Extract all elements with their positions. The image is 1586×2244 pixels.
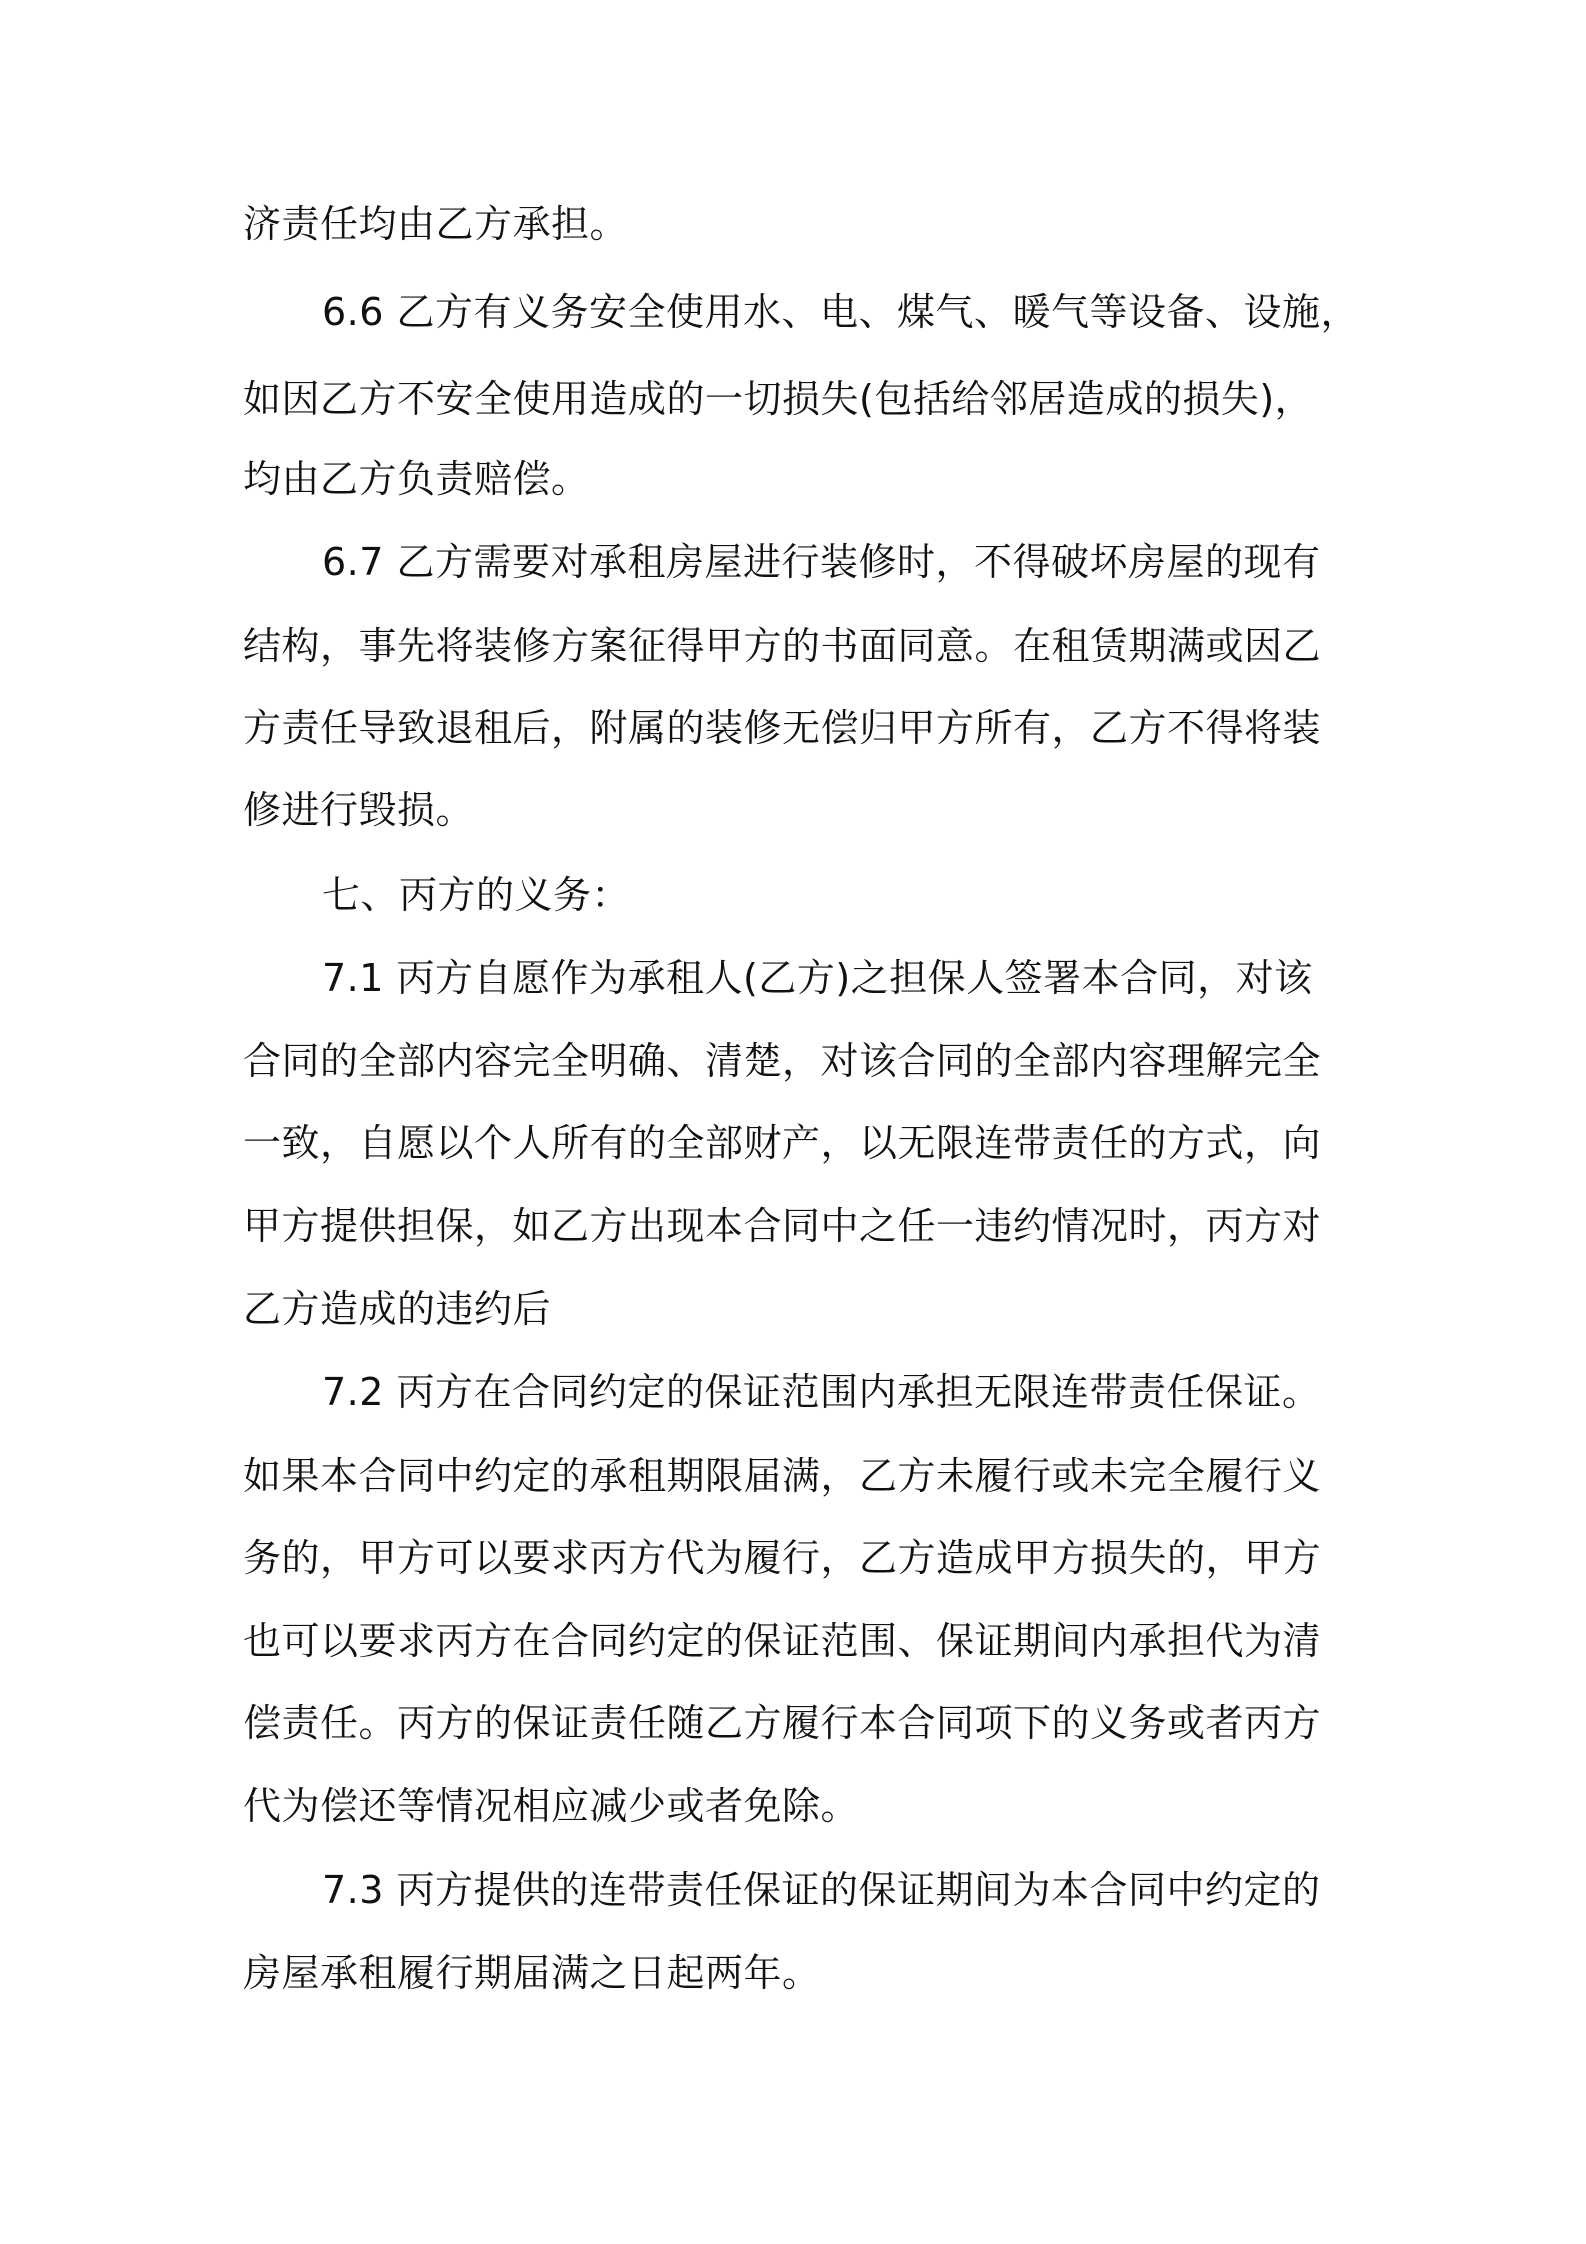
- text-line: 结构，事先将装修方案征得甲方的书面同意。在租赁期满或因乙: [243, 624, 1322, 668]
- text-line: 甲方提供担保，如乙方出现本合同中之任一违约情况时，丙方对: [243, 1204, 1322, 1248]
- clause-6-6-line: 6.6 乙方有义务安全使用水、电、煤气、暖气等设备、设施，: [322, 290, 1360, 334]
- text-line: 合同的全部内容完全明确、清楚，对该合同的全部内容理解完全: [243, 1039, 1322, 1083]
- text-line: 房屋承租履行期届满之日起两年。: [243, 1951, 821, 1995]
- clause-6-7-line: 6.7 乙方需要对承租房屋进行装修时，不得破坏房屋的现有: [322, 540, 1321, 584]
- text-line: 务的，甲方可以要求丙方代为履行，乙方造成甲方损失的，甲方: [243, 1536, 1322, 1580]
- clause-7-2-line: 7.2 丙方在合同约定的保证范围内承担无限连带责任保证。: [322, 1370, 1321, 1414]
- text-line: 一致，自愿以个人所有的全部财产，以无限连带责任的方式，向: [243, 1121, 1322, 1165]
- section-heading-7: 七、丙方的义务：: [322, 873, 631, 917]
- text-line: 方责任导致退租后，附属的装修无偿归甲方所有，乙方不得将装: [243, 706, 1322, 750]
- text-line: 偿责任。丙方的保证责任随乙方履行本合同项下的义务或者丙方: [243, 1701, 1322, 1745]
- text-line: 也可以要求丙方在合同约定的保证范围、保证期间内承担代为清: [243, 1619, 1322, 1663]
- text-line: 如果本合同中约定的承租期限届满，乙方未履行或未完全履行义: [243, 1454, 1322, 1498]
- text-line: 济责任均由乙方承担。: [243, 202, 629, 246]
- text-line: 代为偿还等情况相应减少或者免除。: [243, 1784, 860, 1828]
- text-line: 乙方造成的违约后: [243, 1287, 552, 1331]
- text-line: 如因乙方不安全使用造成的一切损失(包括给邻居造成的损失)，: [243, 377, 1314, 421]
- clause-7-3-line: 7.3 丙方提供的连带责任保证的保证期间为本合同中约定的: [322, 1868, 1321, 1912]
- text-line: 均由乙方负责赔偿。: [243, 457, 590, 501]
- clause-7-1-line: 7.1 丙方自愿作为承租人(乙方)之担保人签署本合同，对该: [322, 956, 1313, 1000]
- text-line: 修进行毁损。: [243, 788, 475, 832]
